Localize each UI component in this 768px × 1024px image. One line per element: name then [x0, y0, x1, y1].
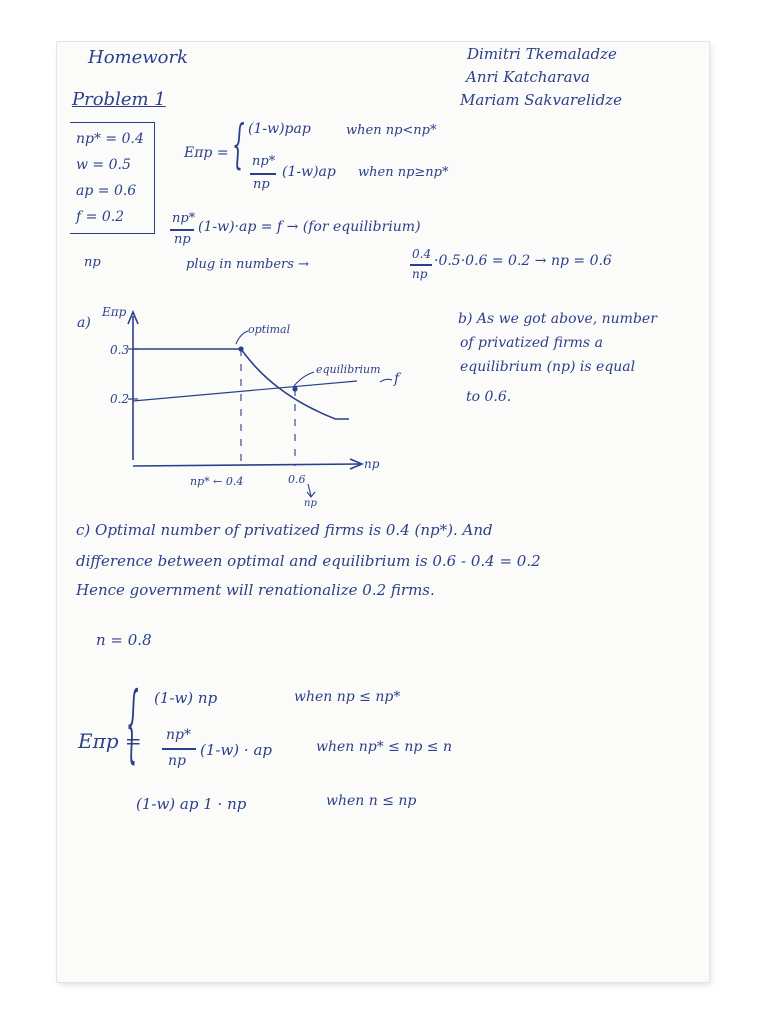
case-condition: when n ≤ np [326, 793, 417, 809]
y-tick-label: 0.3 [110, 343, 130, 357]
author-name: Mariam Sakvarelidze [460, 91, 622, 109]
case-condition: when np≥np* [358, 165, 449, 180]
y-axis-label: Eπp [102, 305, 127, 319]
fraction-numerator: np* [172, 211, 196, 226]
optimal-point [238, 346, 243, 351]
equilibrium-equation: (1-w)·ap = f → (for equilibrium) [198, 219, 421, 235]
brace-icon: { [232, 112, 245, 175]
given-value: f = 0.2 [76, 209, 125, 225]
x-tick-label: 0.6 [288, 473, 306, 486]
case-condition: when np<np* [346, 123, 437, 138]
given-value: np* = 0.4 [76, 131, 144, 147]
brace-icon: { [126, 671, 139, 773]
fraction-denominator: np [253, 177, 270, 192]
x-tick-sublabel: np [304, 498, 317, 509]
fraction-bar [162, 748, 196, 750]
n-value: n = 0.8 [96, 631, 152, 649]
equilibrium-annotation: equilibrium [316, 363, 381, 376]
case-condition: when np ≤ np* [294, 689, 401, 705]
given-value: w = 0.5 [76, 157, 131, 173]
part-b-line: b) As we got above, number [458, 311, 657, 327]
x-tick-label: np* ← 0.4 [190, 475, 244, 488]
given-value: ap = 0.6 [76, 183, 137, 199]
part-b-line: equilibrium (np) is equal [460, 359, 636, 375]
fraction-numerator: np* [252, 154, 276, 169]
part-c-line: Hence government will renationalize 0.2 firms. [76, 581, 435, 599]
optimal-pointer [236, 331, 248, 344]
case-expression: (1-w)ap [282, 164, 336, 180]
homework-title: Homework [88, 47, 189, 68]
optimal-annotation: optimal [248, 323, 291, 336]
author-name: Anri Katcharava [466, 68, 590, 86]
definition-lhs: Eπp = [184, 145, 229, 161]
equilibrium-point [292, 386, 297, 391]
part-c-line: c) Optimal number of privatized firms is 0.4 (np*). And [76, 521, 493, 539]
part-c-line: difference between optimal and equilibrium is 0.6 - 0.4 = 0.2 [76, 552, 541, 570]
solution-expression: ·0.5·0.6 = 0.2 → np = 0.6 [434, 253, 612, 269]
x-axis [133, 464, 360, 466]
plug-in-text: plug in numbers → [186, 257, 309, 272]
np-pointer-arrow-icon [307, 484, 315, 497]
fraction-denominator: np [168, 753, 186, 769]
f-line-label: f [394, 371, 400, 387]
fraction-numerator: np* [166, 727, 191, 743]
fraction-denominator: np [412, 267, 428, 281]
equilibrium-pointer [294, 372, 314, 386]
fraction-numerator: 0.4 [412, 247, 432, 261]
part-b-line: to 0.6. [466, 389, 512, 405]
f-pointer [380, 379, 392, 382]
y-tick-label: 0.2 [110, 392, 130, 406]
np-note: np [84, 255, 101, 270]
problem-heading: Problem 1 [72, 89, 166, 110]
fraction-denominator: np [174, 232, 191, 247]
case-expression: (1-w) · ap [200, 741, 273, 759]
case-expression: (1-w) ap 1 · np [136, 795, 247, 813]
case-expression: (1-w) np [154, 689, 218, 707]
x-axis-label: np [364, 457, 380, 471]
f-line [133, 381, 357, 401]
case-expression: (1-w)pap [248, 121, 311, 137]
author-name: Dimitri Tkemaladze [467, 45, 617, 63]
piecewise-lhs: Eπp = [78, 729, 142, 753]
part-b-line: of privatized firms a [460, 335, 603, 351]
part-label: a) [77, 315, 91, 331]
case-condition: when np* ≤ np ≤ n [316, 739, 452, 755]
